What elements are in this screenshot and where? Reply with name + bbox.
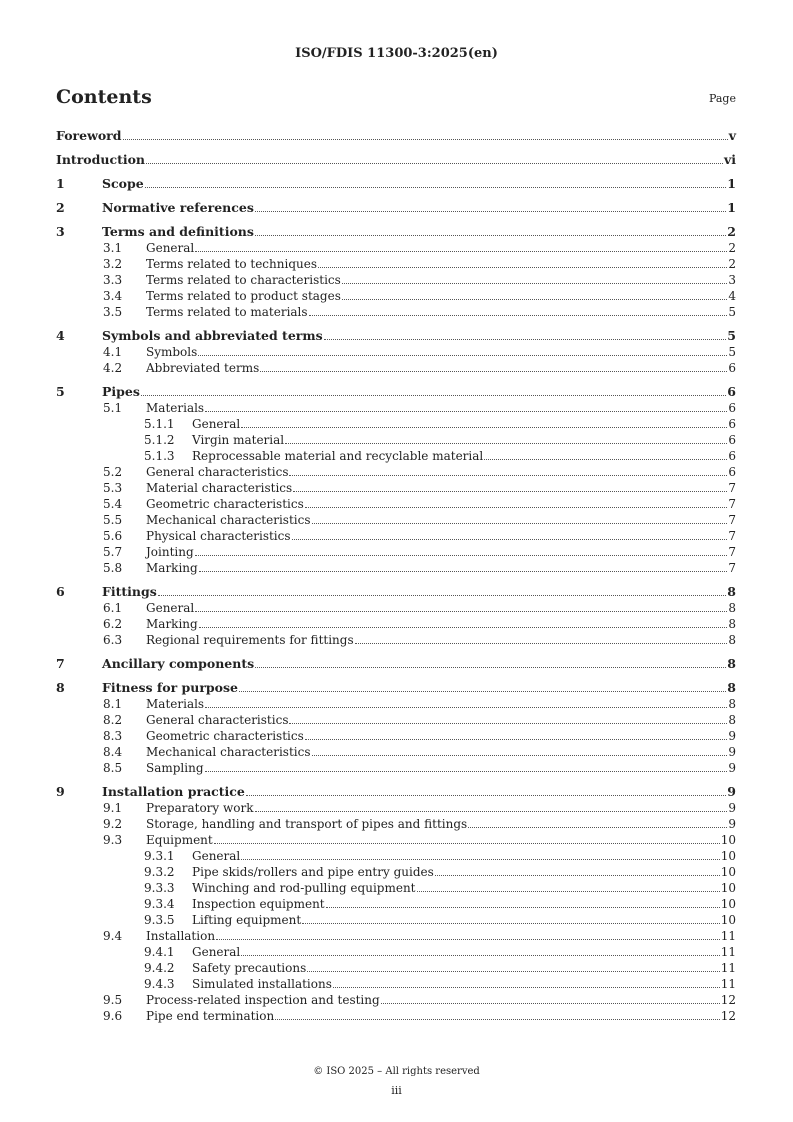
dot-leader (484, 458, 727, 460)
toc-entry-number: 8.4 (103, 745, 123, 759)
dot-leader (141, 394, 726, 396)
toc-entry-page: 10 (720, 833, 736, 847)
dot-leader (195, 610, 727, 612)
dot-leader (241, 858, 719, 860)
dot-leader (312, 522, 728, 524)
toc-entry-page: vi (723, 152, 736, 167)
toc-entry[interactable] (56, 328, 736, 344)
dot-leader (293, 490, 727, 492)
copyright-footer: © ISO 2025 – All rights reserved (313, 1066, 480, 1077)
dot-leader (309, 314, 728, 316)
dot-leader (305, 738, 728, 740)
dot-leader (289, 474, 727, 476)
toc-entry[interactable] (56, 616, 736, 632)
toc-entry[interactable] (56, 680, 736, 696)
toc-entry[interactable] (56, 696, 736, 712)
toc-entry-page: 8 (727, 680, 736, 695)
toc-entry-page: 11 (720, 929, 736, 943)
dot-leader (255, 234, 726, 236)
toc-entry[interactable] (56, 384, 736, 400)
toc-entry[interactable] (56, 360, 736, 376)
toc-entry[interactable] (56, 432, 736, 448)
dot-leader (255, 810, 728, 812)
dot-leader (199, 626, 728, 628)
toc-entry-page: 11 (720, 977, 736, 991)
toc-entry[interactable] (56, 528, 736, 544)
toc-entry-title: Symbols and abbreviated terms (102, 328, 323, 343)
toc-entry-title: Pipe end termination (146, 1009, 275, 1023)
dot-leader (305, 506, 728, 508)
toc-entry-title: Terms related to techniques (146, 257, 317, 271)
toc-entry-title: Winching and rod-pulling equipment (192, 881, 416, 895)
toc-entry-title: Normative references (102, 200, 254, 215)
toc-entry-page: 9 (728, 817, 736, 831)
toc-entry[interactable] (56, 784, 736, 800)
toc-entry-number: 9.2 (103, 817, 123, 831)
toc-entry-number: 3.1 (103, 241, 123, 255)
toc-entry-title: Geometric characteristics (146, 497, 304, 511)
dot-leader (275, 1018, 720, 1020)
toc-entry-title: Process-related inspection and testing (146, 993, 380, 1007)
toc-entry-page: 9 (728, 745, 736, 759)
toc-entry-number: 9.3 (103, 833, 123, 847)
toc-entry-number: 3.3 (103, 273, 123, 287)
toc-entry-title: Introduction (56, 152, 146, 167)
toc-entry-page: 8 (728, 633, 736, 647)
toc-entry-number: 5.1 (103, 401, 123, 415)
toc-entry-number: 5.5 (103, 513, 123, 527)
toc-entry-page: 4 (728, 289, 736, 303)
toc-entry-number: 5.1.2 (144, 433, 175, 447)
toc-entry-page: 10 (720, 849, 736, 863)
toc-entry[interactable] (56, 864, 736, 880)
toc-entry-page: 10 (720, 897, 736, 911)
toc-entry-title: General (192, 849, 241, 863)
toc-entry-title: Terms related to materials (146, 305, 308, 319)
dot-leader (342, 282, 728, 284)
toc-entry-number: 3.4 (103, 289, 123, 303)
toc-entry-number: 8.3 (103, 729, 123, 743)
toc-entry-title: Lifting equipment (192, 913, 302, 927)
toc-entry[interactable] (56, 632, 736, 648)
toc-entry[interactable] (56, 584, 736, 600)
toc-entry-number: 9 (56, 784, 65, 799)
toc-entry-title: Storage, handling and transport of pipes and fittings (146, 817, 468, 831)
toc-entry-title: Fitness for purpose (102, 680, 238, 695)
dot-leader (289, 722, 727, 724)
toc-entry-number: 5.1.3 (144, 449, 175, 463)
toc-entry[interactable] (56, 728, 736, 744)
toc-entry-number: 5.7 (103, 545, 123, 559)
toc-entry-number: 9.4.3 (144, 977, 175, 991)
toc-entry[interactable] (56, 760, 736, 776)
toc-entry-number: 9.3.2 (144, 865, 175, 879)
dot-leader (214, 842, 720, 844)
toc-entry-number: 8.1 (103, 697, 123, 711)
toc-entry[interactable] (56, 1008, 736, 1024)
toc-entry[interactable] (56, 896, 736, 912)
toc-entry-title: Preparatory work (146, 801, 254, 815)
dot-leader (205, 706, 727, 708)
toc-entry[interactable] (56, 928, 736, 944)
toc-entry-page: 6 (728, 449, 736, 463)
toc-entry-page: 10 (720, 913, 736, 927)
toc-entry-page: 7 (728, 561, 736, 575)
toc-entry-title: Installation (146, 929, 216, 943)
toc-entry-page: 6 (728, 401, 736, 415)
toc-entry-number: 6.2 (103, 617, 123, 631)
dot-leader (417, 890, 720, 892)
toc-entry[interactable] (56, 128, 736, 144)
toc-entry-page: 7 (728, 513, 736, 527)
toc-entry-page: 10 (720, 881, 736, 895)
toc-entry-page: 10 (720, 865, 736, 879)
toc-entry[interactable] (56, 152, 736, 168)
toc-entry-number: 5.3 (103, 481, 123, 495)
dot-leader (195, 554, 728, 556)
toc-entry-title: Installation practice (102, 784, 245, 799)
dot-leader (216, 938, 720, 940)
toc-entry-number: 8.2 (103, 713, 123, 727)
toc-entry-page: 7 (728, 529, 736, 543)
toc-entry-number: 9.4 (103, 929, 123, 943)
dot-leader (285, 442, 727, 444)
toc-entry-number: 5.8 (103, 561, 123, 575)
toc-entry-number: 9.6 (103, 1009, 123, 1023)
toc-entry[interactable] (56, 200, 736, 216)
toc-entry[interactable] (56, 712, 736, 728)
toc-entry-page: 9 (727, 784, 736, 799)
dot-leader (435, 874, 720, 876)
toc-entry[interactable] (56, 304, 736, 320)
toc-entry[interactable] (56, 800, 736, 816)
toc-entry-page: 2 (728, 241, 736, 255)
toc-entry-number: 8.5 (103, 761, 123, 775)
toc-entry-title: Geometric characteristics (146, 729, 304, 743)
toc-entry-title: Material characteristics (146, 481, 293, 495)
toc-entry-page: 9 (728, 761, 736, 775)
dot-leader (333, 986, 720, 988)
toc-entry[interactable] (56, 744, 736, 760)
toc-entry-page: 8 (727, 584, 736, 599)
toc-entry-title: Scope (102, 176, 144, 191)
toc-entry-page: 6 (728, 417, 736, 431)
toc-entry-number: 9.4.2 (144, 961, 175, 975)
toc-entry-page: 2 (727, 224, 736, 239)
toc-entry[interactable] (56, 256, 736, 272)
toc-entry-page: 6 (728, 433, 736, 447)
toc-entry[interactable] (56, 224, 736, 240)
toc-entry-page: 2 (728, 257, 736, 271)
toc-entry-page: 1 (727, 176, 736, 191)
dot-leader (342, 298, 728, 300)
toc-entry[interactable] (56, 344, 736, 360)
toc-entry-title: Physical characteristics (146, 529, 291, 543)
toc-entry-title: General characteristics (146, 465, 289, 479)
toc-entry[interactable] (56, 600, 736, 616)
dot-leader (246, 794, 726, 796)
toc-entry[interactable] (56, 176, 736, 192)
toc-entry[interactable] (56, 496, 736, 512)
toc-entry[interactable] (56, 416, 736, 432)
toc-entry-page: 6 (727, 384, 736, 399)
toc-entry-page: 8 (728, 697, 736, 711)
toc-entry[interactable] (56, 832, 736, 848)
page-column-label: Page (708, 92, 736, 105)
toc-entry-number: 9.5 (103, 993, 123, 1007)
toc-entry-page: 7 (728, 545, 736, 559)
toc-entry-title: Fittings (102, 584, 157, 599)
toc-entry-title: Jointing (146, 545, 194, 559)
toc-entry-page: 8 (728, 713, 736, 727)
toc-entry[interactable] (56, 912, 736, 928)
toc-entry[interactable] (56, 816, 736, 832)
dot-leader (195, 250, 727, 252)
toc-entry-title: Mechanical characteristics (146, 513, 311, 527)
page-title: Contents (56, 86, 152, 108)
dot-leader (239, 690, 726, 692)
toc-entry-page: 5 (728, 305, 736, 319)
toc-entry[interactable] (56, 240, 736, 256)
toc-entry-title: General characteristics (146, 713, 289, 727)
dot-leader (205, 770, 728, 772)
dot-leader (292, 538, 728, 540)
toc-entry-number: 7 (56, 656, 65, 671)
toc-entry[interactable] (56, 480, 736, 496)
toc-entry-number: 2 (56, 200, 65, 215)
dot-leader (260, 370, 727, 372)
toc-entry-page: 11 (720, 945, 736, 959)
toc-entry-title: Symbols (146, 345, 198, 359)
toc-entry[interactable] (56, 992, 736, 1008)
toc-entry-title: Terms related to product stages (146, 289, 341, 303)
toc-entry-title: Regional requirements for fittings (146, 633, 354, 647)
toc-entry-page: 12 (720, 1009, 736, 1023)
toc-entry-title: General (146, 241, 195, 255)
toc-entry-title: Simulated installations (192, 977, 332, 991)
toc-entry-title: Materials (146, 697, 205, 711)
toc-entry[interactable] (56, 848, 736, 864)
toc-entry-number: 9.1 (103, 801, 123, 815)
document-header: ISO/FDIS 11300-3:2025(en) (295, 46, 498, 61)
toc-entry-title: Equipment (146, 833, 213, 847)
toc-entry[interactable] (56, 288, 736, 304)
toc-entry-title: Mechanical characteristics (146, 745, 311, 759)
dot-leader (355, 642, 728, 644)
toc-entry-number: 9.3.4 (144, 897, 175, 911)
toc-entry[interactable] (56, 880, 736, 896)
toc-entry-title: Terms related to characteristics (146, 273, 341, 287)
toc-entry-title: Safety precautions (192, 961, 307, 975)
toc-entry[interactable] (56, 960, 736, 976)
toc-entry-number: 3 (56, 224, 65, 239)
toc-entry-number: 6.3 (103, 633, 123, 647)
toc-entry-title: General (192, 945, 241, 959)
toc-entry-title: Materials (146, 401, 205, 415)
toc-entry-page: 12 (720, 993, 736, 1007)
toc-entry-page: 9 (728, 801, 736, 815)
dot-leader (241, 426, 727, 428)
dot-leader (312, 754, 728, 756)
toc-entry[interactable] (56, 560, 736, 576)
dot-leader (198, 354, 727, 356)
toc-entry-number: 5.1.1 (144, 417, 175, 431)
toc-entry-number: 5.4 (103, 497, 123, 511)
toc-entry[interactable] (56, 976, 736, 992)
toc-entry-page: 8 (727, 656, 736, 671)
toc-entry-page: 8 (728, 601, 736, 615)
toc-entry-number: 8 (56, 680, 65, 695)
toc-entry-number: 3.2 (103, 257, 123, 271)
toc-entry-number: 4.1 (103, 345, 123, 359)
toc-entry[interactable] (56, 944, 736, 960)
toc-entry-number: 9.4.1 (144, 945, 175, 959)
toc-entry-title: Inspection equipment (192, 897, 325, 911)
toc-entry-title: Foreword (56, 128, 122, 143)
toc-entry-page: 7 (728, 497, 736, 511)
toc-entry-title: Pipe skids/rollers and pipe entry guides (192, 865, 434, 879)
toc-entry[interactable] (56, 656, 736, 672)
toc-entry-page: 11 (720, 961, 736, 975)
toc-entry-page: 6 (728, 361, 736, 375)
toc-entry-title: Virgin material (192, 433, 285, 447)
toc-entry-page: v (728, 128, 736, 143)
dot-leader (324, 338, 727, 340)
toc-entry-title: Sampling (146, 761, 204, 775)
toc-entry-number: 5.2 (103, 465, 123, 479)
toc-entry-page: 1 (727, 200, 736, 215)
dot-leader (145, 186, 727, 188)
dot-leader (381, 1002, 720, 1004)
toc-entry-number: 9.3.3 (144, 881, 175, 895)
dot-leader (468, 826, 727, 828)
toc-entry-title: Marking (146, 561, 198, 575)
table-of-contents (56, 128, 736, 1024)
toc-entry-number: 4.2 (103, 361, 123, 375)
toc-entry-page: 5 (728, 345, 736, 359)
toc-entry-title: Ancillary components (102, 656, 255, 671)
toc-entry-number: 5 (56, 384, 65, 399)
toc-entry-number: 6 (56, 584, 65, 599)
toc-entry-page: 7 (728, 481, 736, 495)
toc-entry-title: Terms and definitions (102, 224, 254, 239)
dot-leader (146, 162, 723, 164)
toc-entry-page: 5 (727, 328, 736, 343)
toc-entry[interactable] (56, 272, 736, 288)
toc-entry-number: 3.5 (103, 305, 123, 319)
toc-entry-title: Pipes (102, 384, 140, 399)
dot-leader (255, 666, 726, 668)
toc-entry-title: Abbreviated terms (146, 361, 260, 375)
toc-entry-page: 9 (728, 729, 736, 743)
dot-leader (326, 906, 720, 908)
toc-entry-page: 3 (728, 273, 736, 287)
dot-leader (199, 570, 728, 572)
toc-entry-page: 8 (728, 617, 736, 631)
page-number: iii (391, 1084, 402, 1097)
dot-leader (205, 410, 727, 412)
toc-entry-page: 6 (728, 465, 736, 479)
toc-entry-title: Reprocessable material and recyclable material (192, 449, 484, 463)
toc-entry-number: 9.3.1 (144, 849, 175, 863)
toc-entry-number: 5.6 (103, 529, 123, 543)
toc-entry-title: Marking (146, 617, 198, 631)
dot-leader (318, 266, 727, 268)
toc-entry-number: 6.1 (103, 601, 123, 615)
toc-entry-number: 1 (56, 176, 65, 191)
toc-entry[interactable] (56, 448, 736, 464)
dot-leader (158, 594, 727, 596)
toc-entry-number: 9.3.5 (144, 913, 175, 927)
toc-entry-number: 4 (56, 328, 65, 343)
dot-leader (241, 954, 719, 956)
toc-entry-title: General (192, 417, 241, 431)
dot-leader (307, 970, 719, 972)
dot-leader (255, 210, 726, 212)
toc-entry[interactable] (56, 464, 736, 480)
toc-entry-title: General (146, 601, 195, 615)
dot-leader (123, 138, 728, 140)
dot-leader (302, 922, 720, 924)
toc-entry[interactable] (56, 400, 736, 416)
toc-entry[interactable] (56, 544, 736, 560)
toc-entry[interactable] (56, 512, 736, 528)
